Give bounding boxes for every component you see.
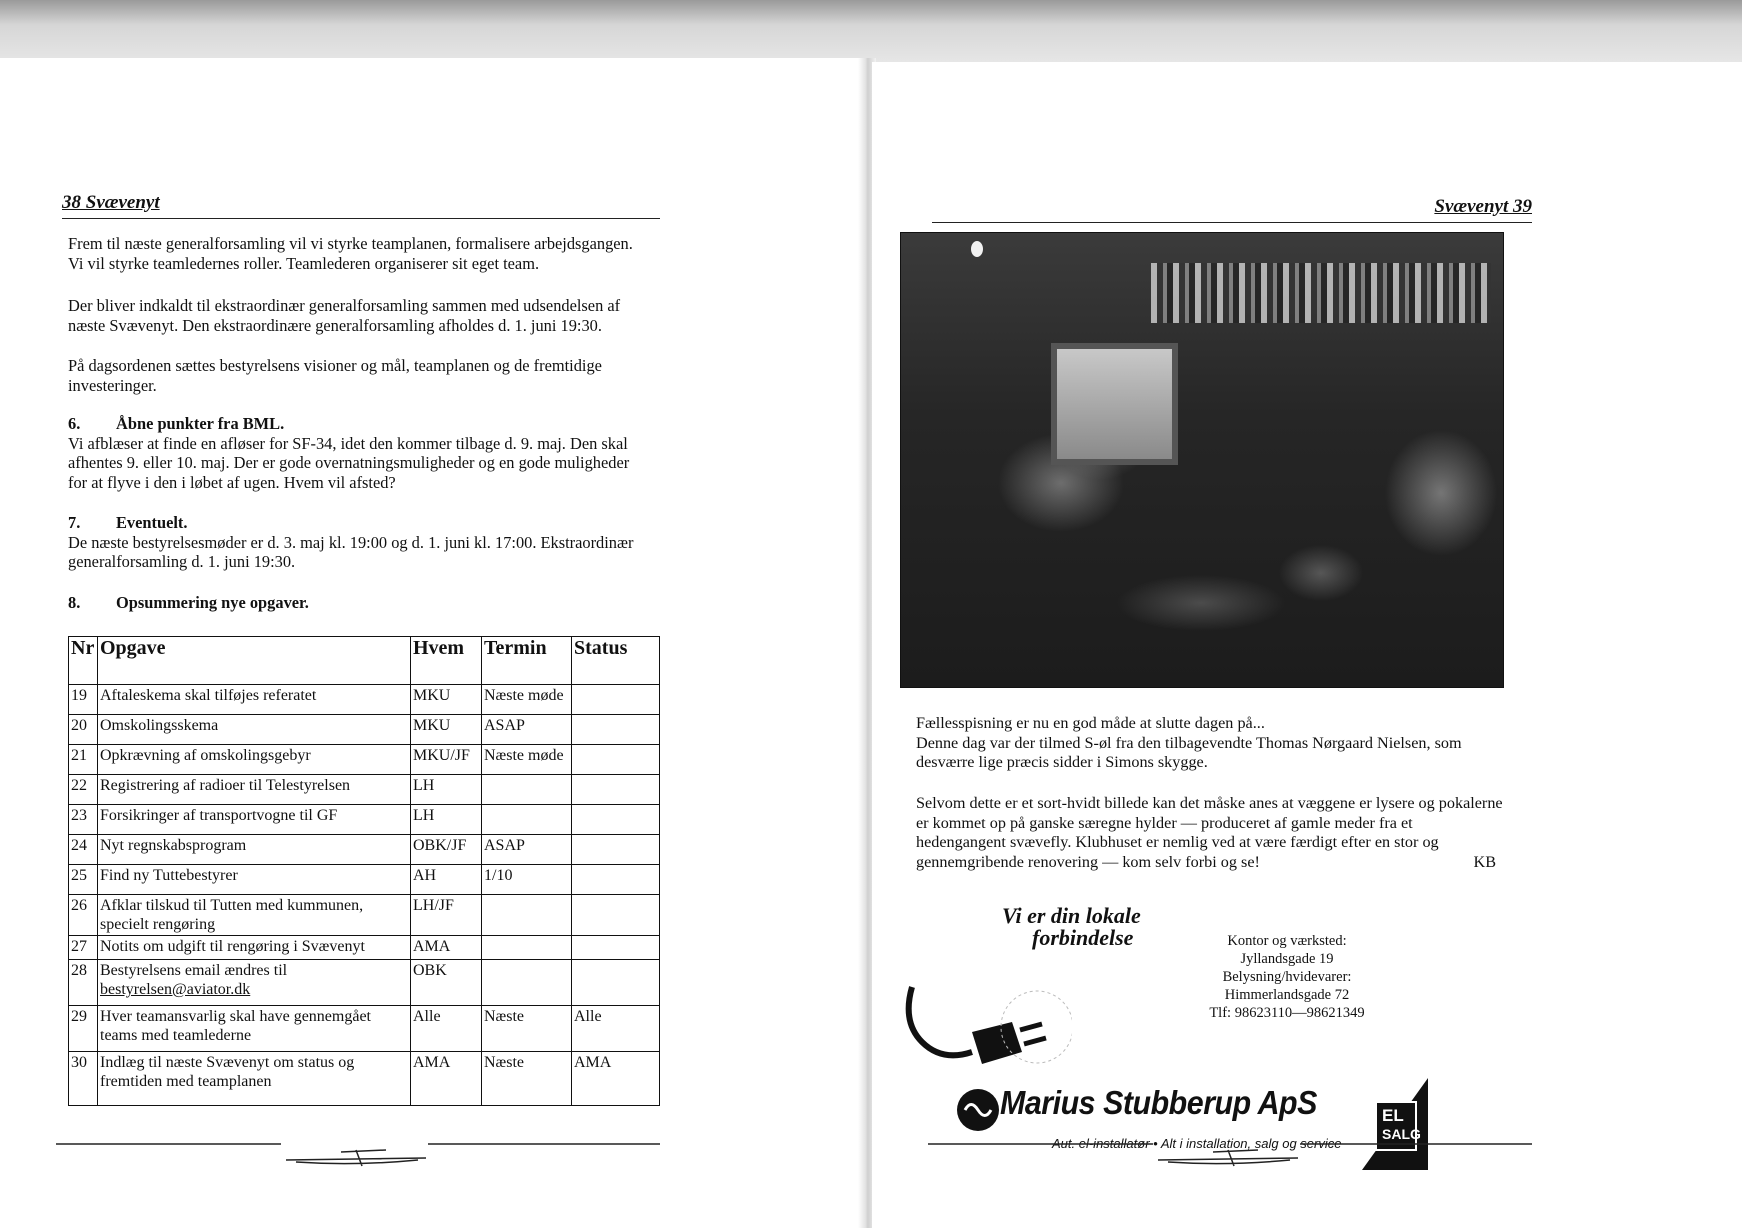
cell-who: AH <box>411 865 482 895</box>
badge-text-top: EL <box>1382 1106 1404 1125</box>
cell-who: LH/JF <box>411 895 482 936</box>
section-number: 6. <box>68 414 81 433</box>
cell-nr: 19 <box>69 685 98 715</box>
cell-status <box>572 936 660 960</box>
table-row <box>69 936 660 960</box>
section-heading <box>68 593 648 613</box>
table-row <box>69 895 660 936</box>
cell-term: ASAP <box>482 715 572 745</box>
ad-contact-line: Belysning/hvidevarer: <box>1222 969 1352 985</box>
photo-window <box>1051 343 1178 465</box>
ad-contact-line: Tlf: 98623110—98621349 <box>1209 1005 1365 1021</box>
ceiling-light <box>971 241 983 257</box>
tasks-table <box>68 636 660 1106</box>
caption-line: Fællesspisning er nu en god måde at slutte dagen på... <box>916 714 1265 732</box>
table-row <box>69 960 660 1006</box>
cell-who: LH <box>411 775 482 805</box>
intro-paragraph: På dagsordenen sættes bestyrelsens visioner og mål, teamplanen og de fremtidige investeringer. <box>68 356 602 395</box>
cell-nr: 24 <box>69 835 98 865</box>
cell-task: Opkrævning af omskolingsgebyr <box>98 745 411 775</box>
section-6 <box>68 414 648 492</box>
plug-icon <box>902 982 1072 1072</box>
section-body: De næste bestyrelsesmøder er d. 3. maj kl. 19:00 og d. 1. juni kl. 17:00. Ekstraordinær generalforsamling d. 1. juni 19:30. <box>68 532 634 571</box>
cell-nr: 30 <box>69 1052 98 1106</box>
table-row <box>69 805 660 835</box>
cell-term <box>482 960 572 1006</box>
column-header: Status <box>572 637 660 685</box>
cell-who: MKU <box>411 715 482 745</box>
right-page <box>872 62 1742 1228</box>
section-7 <box>68 513 648 572</box>
cell-task: Afklar tilskud til Tutten med kummunen, specielt rengøring <box>98 895 411 936</box>
cell-term: ASAP <box>482 835 572 865</box>
section-title: Åbne punkter fra BML. <box>116 414 285 433</box>
cell-who: MKU/JF <box>411 745 482 775</box>
badge-text-bottom: SALG <box>1382 1126 1421 1142</box>
cell-task-text: Bestyrelsens email ændres til <box>100 962 288 979</box>
caption-paragraph-text: Selvom dette er et sort-hvidt billede kan det måske anes at væggene er lysere og pokalerne er kommet op på ganske særegne hylder — produceret af gamle meder fra et hedengangent svævefly. Klubhuset er nemlig ved at være færdigt efter en stor og gennemgribende renovering — kom selv forbi og se! <box>916 794 1503 871</box>
section-title: Opsummering nye opgaver. <box>116 593 309 612</box>
cell-status <box>572 715 660 745</box>
cell-nr: 29 <box>69 1006 98 1052</box>
table-row <box>69 1052 660 1106</box>
ad-slogan <box>1002 905 1141 949</box>
cell-term <box>482 805 572 835</box>
section-title: Eventuelt. <box>116 513 188 532</box>
section-body: Vi afblæser at finde en afløser for SF-34, idet den kommer tilbage d. 9. maj. Den skal afhentes 9. eller 10. maj. Der er gode overnatningsmuligheder og en gode muligheder for at flyve i den i løbet af ugen. Hvem vil afsted? <box>68 433 630 492</box>
page-header <box>62 192 660 219</box>
table-header-row <box>69 637 660 685</box>
cell-term: 1/10 <box>482 865 572 895</box>
section-8 <box>68 593 648 613</box>
ad-tagline: Aut. el-installatør • Alt i installation, salg og service <box>1052 1136 1342 1151</box>
cell-task <box>98 960 411 1006</box>
cell-nr: 26 <box>69 895 98 936</box>
ad-contact-line: Kontor og værksted: <box>1227 933 1347 949</box>
cell-status <box>572 775 660 805</box>
cell-task: Notits om udgift til rengøring i Svævenyt <box>98 936 411 960</box>
cell-task: Registrering af radioer til Telestyrelsen <box>98 775 411 805</box>
column-header: Termin <box>482 637 572 685</box>
cell-term: Næste <box>482 1052 572 1106</box>
cell-who: LH <box>411 805 482 835</box>
cell-task: Nyt regnskabsprogram <box>98 835 411 865</box>
trophy-shelf <box>1151 263 1491 323</box>
intro-paragraph: Der bliver indkaldt til ekstraordinær generalforsamling sammen med udsendelsen af næste Svævenyt. Den ekstraordinære generalforsamling afholdes d. 1. juni 19:30. <box>68 296 621 335</box>
section-number: 7. <box>68 513 81 532</box>
cell-nr: 25 <box>69 865 98 895</box>
ad-slogan-line: Vi er din lokale <box>1002 903 1141 928</box>
left-page <box>0 58 862 1228</box>
cell-status <box>572 865 660 895</box>
page-header <box>932 196 1532 223</box>
company-logo-icon <box>957 1089 999 1131</box>
cell-status: Alle <box>572 1006 660 1052</box>
cell-term <box>482 775 572 805</box>
ad-contact-line: Himmerlandsgade 72 <box>1224 987 1350 1003</box>
photo-caption <box>916 714 1506 773</box>
cell-task: Find ny Tuttebestyrer <box>98 865 411 895</box>
scan-background <box>0 0 1742 62</box>
section-heading <box>68 513 648 533</box>
cell-status <box>572 805 660 835</box>
table-row <box>69 745 660 775</box>
email-link[interactable]: bestyrelsen@aviator.dk <box>100 981 251 998</box>
cell-status: AMA <box>572 1052 660 1106</box>
ad-slogan-line: forbindelse <box>1032 925 1134 950</box>
cell-task: Indlæg til næste Svævenyt om status og fremtiden med teamplanen <box>98 1052 411 1106</box>
cell-who: OBK <box>411 960 482 1006</box>
column-header: Nr <box>69 637 98 685</box>
cell-term <box>482 936 572 960</box>
cell-status <box>572 745 660 775</box>
clubhouse-dinner-photo <box>900 232 1504 688</box>
table-row <box>69 715 660 745</box>
section-heading <box>68 414 648 434</box>
cell-status <box>572 835 660 865</box>
glider-divider-icon <box>928 1136 1532 1176</box>
caption-line: Denne dag var der tilmed S-øl fra den tilbagevendte Thomas Nørgaard Nielsen, som desværre lige præcis sidder i Simons skygge. <box>916 733 1462 771</box>
table-row <box>69 775 660 805</box>
cell-who: Alle <box>411 1006 482 1052</box>
ad-company-name: Marius Stubberup ApS <box>1000 1084 1317 1121</box>
cell-who: AMA <box>411 936 482 960</box>
cell-term: Næste <box>482 1006 572 1052</box>
cell-nr: 20 <box>69 715 98 745</box>
cell-nr: 27 <box>69 936 98 960</box>
cell-status <box>572 685 660 715</box>
glider-divider-icon <box>56 1136 660 1176</box>
column-header: Hvem <box>411 637 482 685</box>
cell-nr: 22 <box>69 775 98 805</box>
intro-paragraph: Frem til næste generalforsamling vil vi styrke teamplanen, formalisere arbejdsgangen. Vi vil styrke teamledernes roller. Teamlederen organiserer sit eget team. <box>68 234 633 273</box>
caption-paragraph <box>916 794 1506 872</box>
table-row <box>69 685 660 715</box>
column-header: Opgave <box>98 637 411 685</box>
cell-term <box>482 895 572 936</box>
table-row <box>69 865 660 895</box>
cell-task: Forsikringer af transportvogne til GF <box>98 805 411 835</box>
cell-task: Aftaleskema skal tilføjes referatet <box>98 685 411 715</box>
cell-task: Omskolingsskema <box>98 715 411 745</box>
cell-task: Hver teamansvarlig skal have gennemgået teams med teamlederne <box>98 1006 411 1052</box>
table-row <box>69 835 660 865</box>
cell-nr: 23 <box>69 805 98 835</box>
cell-status <box>572 895 660 936</box>
ad-contact-block <box>1197 932 1377 1022</box>
ad-contact-line: Jyllandsgade 19 <box>1240 951 1334 967</box>
cell-who: OBK/JF <box>411 835 482 865</box>
page-header-text: Svævenyt 39 <box>1434 196 1532 217</box>
cell-term: Næste møde <box>482 745 572 775</box>
page-header-text: 38 Svævenyt <box>62 192 160 213</box>
section-number: 8. <box>68 593 81 612</box>
author-signoff: KB <box>1473 852 1496 871</box>
cell-nr: 28 <box>69 960 98 1006</box>
cell-who: MKU <box>411 685 482 715</box>
table-row <box>69 1006 660 1052</box>
cell-status <box>572 960 660 1006</box>
cell-term: Næste møde <box>482 685 572 715</box>
cell-nr: 21 <box>69 745 98 775</box>
cell-who: AMA <box>411 1052 482 1106</box>
